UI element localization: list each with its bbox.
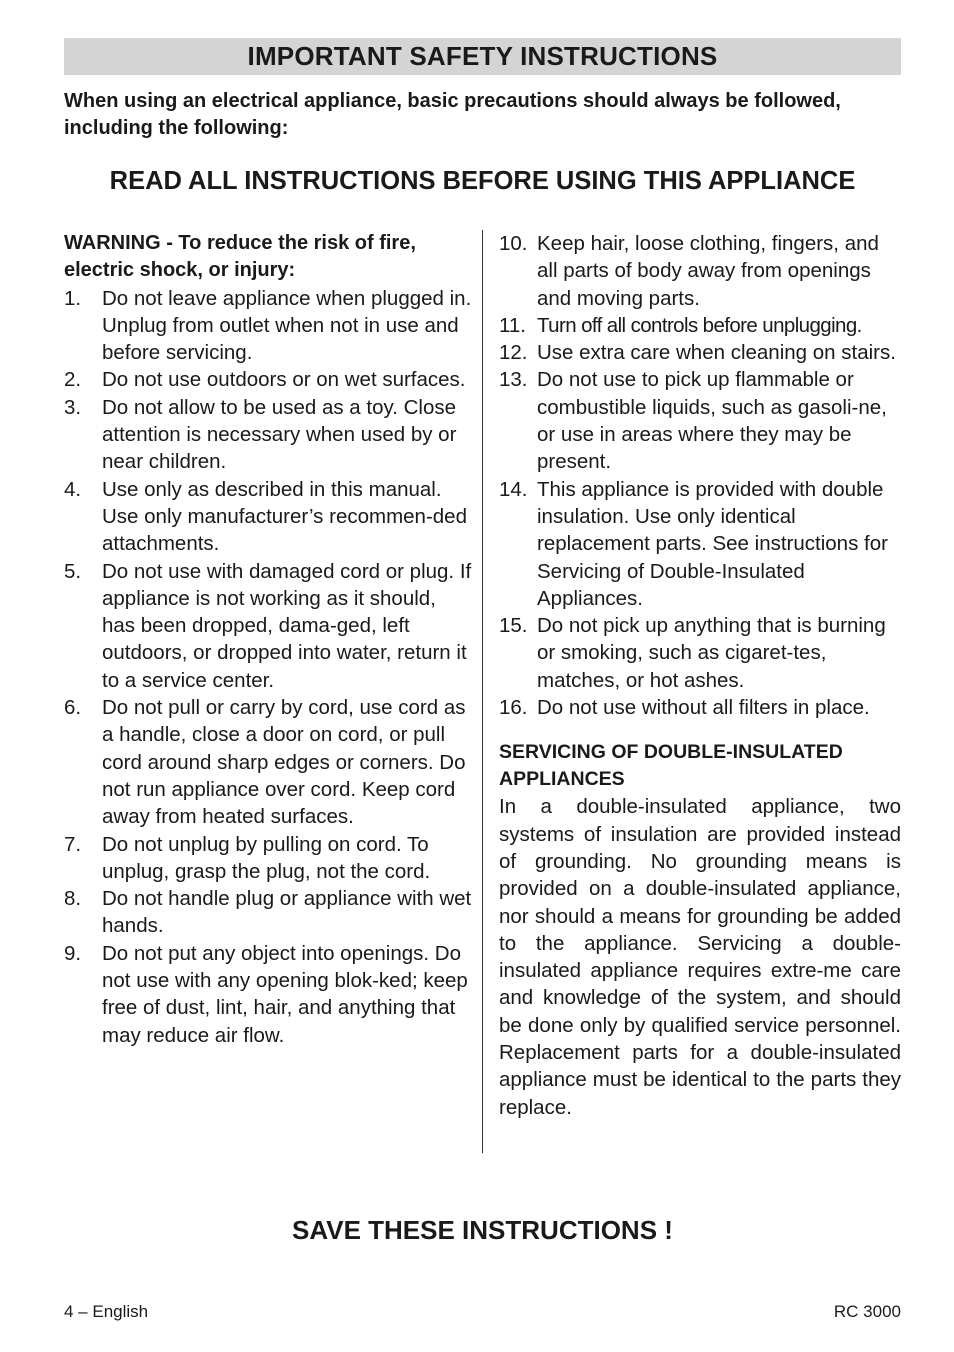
list-item (499, 230, 901, 312)
list-item (499, 694, 901, 721)
item-text: Do not use without all filters in place. (537, 696, 870, 720)
item-text: Do not handle plug or appliance with wet hands. (102, 887, 472, 938)
item-text: Do not use outdoors or on wet surfaces. (102, 368, 466, 392)
list-item (64, 366, 474, 393)
list-item (64, 940, 474, 1049)
item-text: Keep hair, loose clothing, fingers, and all parts of body away from openings and moving parts. (537, 232, 879, 310)
list-item (499, 476, 901, 612)
intro-text: When using an electrical appliance, basic precautions should always be followed, including the following: (64, 90, 841, 139)
warning-heading: WARNING - To reduce the risk of fire, electric shock, or injury: (64, 232, 416, 282)
list-item (499, 612, 901, 694)
document-page (64, 38, 901, 1245)
item-number: 16. (499, 696, 528, 720)
item-number: 9. (64, 941, 82, 965)
list-item (64, 885, 474, 940)
item-text: Use only as described in this manual. Use only manufacturer’s recommen-ded attachments. (102, 477, 467, 556)
item-number: 7. (64, 832, 82, 856)
item-text: Do not pull or carry by cord, use cord as a handle, close a door on cord, or pull cord around sharp edges or corners. Do not run appliance over cord. Keep cord away from heated surfaces. (102, 696, 466, 829)
item-number: 6. (64, 696, 82, 720)
item-text: This appliance is provided with double insulation. Use only identical replacement parts. See instructions for Servicing of Double-Insulated Appliances. (537, 477, 888, 610)
item-text: Do not allow to be used as a toy. Close attention is necessary when used by or near children. (102, 395, 457, 474)
item-text: Do not use to pick up flammable or combustible liquids, such as gasoli-ne, or use in areas where they may be present. (537, 368, 887, 474)
left-column (64, 230, 474, 1049)
instruction-list-right (499, 230, 901, 721)
list-item (64, 285, 474, 367)
item-number: 8. (64, 887, 82, 911)
read-all-heading: READ ALL INSTRUCTIONS BEFORE USING THIS APPLIANCE (109, 167, 856, 195)
list-item (499, 312, 901, 339)
item-text: Do not use with damaged cord or plug. If appliance is not working as it should, has been dropped, dama-ged, left outdoors, or dropped into water, return it to a service center. (102, 559, 472, 692)
item-number: 2. (64, 368, 82, 392)
item-number: 11. (499, 313, 526, 337)
item-number: 4. (64, 477, 82, 501)
right-column (499, 230, 901, 1121)
page-title: IMPORTANT SAFETY INSTRUCTIONS (64, 38, 901, 75)
item-number: 13. (499, 368, 528, 392)
item-text: Do not pick up anything that is burning or smoking, such as cigaret-tes, matches, or hot ashes. (537, 614, 886, 692)
column-divider (482, 230, 483, 1153)
item-number: 10. (499, 232, 528, 255)
item-number: 5. (64, 559, 82, 583)
page-number: 4 – English (64, 1302, 149, 1321)
list-item (64, 394, 474, 476)
item-number: 14. (499, 477, 528, 501)
model-number: RC 3000 (833, 1302, 901, 1321)
item-text: Do not leave appliance when plugged in. Unplug from outlet when not in use and before servicing. (102, 286, 472, 365)
list-item (64, 476, 474, 558)
item-text: Turn off all controls before unplugging. (537, 313, 862, 337)
servicing-body: In a double-insulated appliance, two systems of insulation are provided instead of grounding. No grounding means is provided on a double-insulated appliance, nor should a means for grounding be added to the appliance. Servicing a double-insulated appliance requires extre-me care and knowledge of the system, and should be done only by qualified service personnel. Replacement parts for a double-insulated appliance must be identical to the parts they replace. (499, 795, 901, 1119)
item-text: Do not put any object into openings. Do not use with any opening blok-ked; keep free of dust, lint, hair, and anything that may reduce air flow. (102, 941, 468, 1047)
item-number: 3. (64, 395, 82, 419)
list-item (64, 558, 474, 694)
instruction-columns (64, 230, 901, 1153)
item-text: Do not unplug by pulling on cord. To unplug, grasp the plug, not the cord. (102, 832, 431, 883)
list-item (64, 694, 474, 830)
instruction-list-left (64, 285, 474, 1049)
list-item (64, 831, 474, 886)
list-item (499, 339, 901, 366)
servicing-heading: SERVICING OF DOUBLE-INSULATED APPLIANCES (499, 741, 843, 791)
item-number: 1. (64, 286, 82, 310)
item-number: 12. (499, 341, 528, 365)
item-text: Use extra care when cleaning on stairs. (537, 341, 896, 365)
list-item (499, 366, 901, 475)
item-number: 15. (499, 614, 528, 638)
save-instructions-heading: SAVE THESE INSTRUCTIONS ! (292, 1215, 673, 1245)
